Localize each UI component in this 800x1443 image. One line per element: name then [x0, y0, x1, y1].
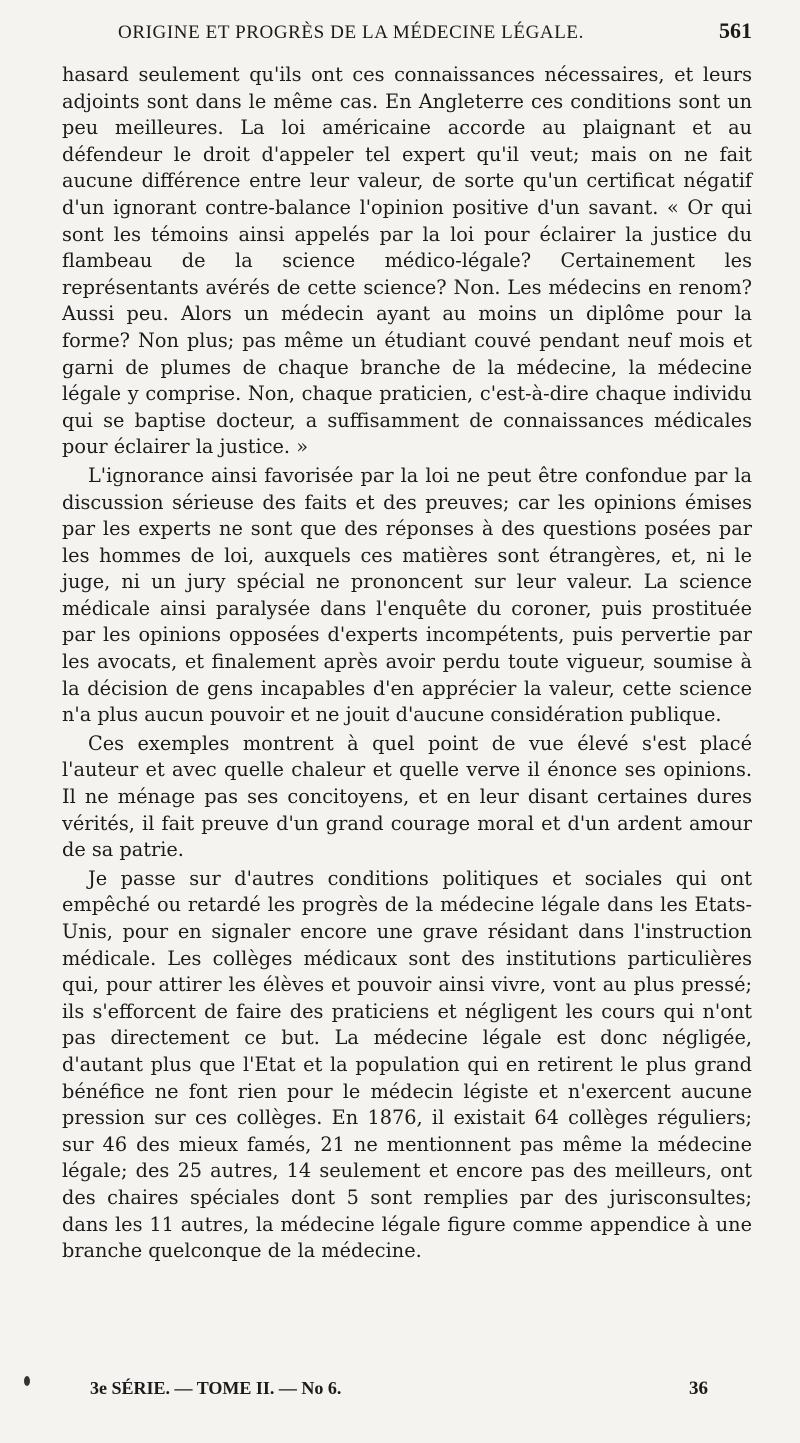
- page-footer: [90, 1378, 708, 1400]
- series-line: 3e SÉRIE. — TOME II. — No 6.: [90, 1378, 342, 1398]
- page-number: 561: [719, 18, 752, 43]
- running-head: [62, 18, 752, 62]
- signature-mark: 36: [689, 1378, 708, 1399]
- body-text: [62, 62, 752, 1265]
- paragraph: Je passe sur d'autres conditions politiques et sociales qui ont empêché ou retardé les progrès de la médecine légale dans les Etats-Unis, pour en signaler encore une grave résidant dans l'instruction médicale. Les collèges médicaux sont des institutions particulières qui, pour attirer les élèves et pouvoir ainsi vivre, vont au plus pressé; ils s'efforcent de faire des praticiens et négligent les cours qui n'ont pas directement ce but. La médecine légale est donc négligée, d'autant plus que l'Etat et la population qui en retirent le plus grand bénéfice ne font rien pour le médecin légiste et n'exercent aucune pression sur ces collèges. En 1876, il existait 64 collèges réguliers; sur 46 des mieux famés, 21 ne mentionnent pas même la médecine légale; des 25 autres, 14 seulement et encore pas des meilleurs, ont des chaires spéciales dont 5 sont remplies par des jurisconsultes; dans les 11 autres, la médecine légale figure comme appendice à une branche quelconque de la médecine.: [62, 866, 752, 1263]
- running-title: ORIGINE ET PROGRÈS DE LA MÉDECINE LÉGALE.: [118, 22, 584, 43]
- paragraph-continued: hasard seulement qu'ils ont ces connaissances nécessaires, et leurs adjoints sont dans le même cas. En Angleterre ces conditions sont un peu meilleures. La loi américaine accorde au plaignant et au défendeur le droit d'appeler tel expert qu'il veut; mais on ne fait aucune différence entre leur valeur, de sorte qu'un certificat négatif d'un ignorant contre-balance l'opinion positive d'un savant. « Or qui sont les témoins ainsi appelés par la loi pour éclairer la justice du flambeau de la science médico-légale? Certainement les représentants avérés de cette science? Non. Les médecins en renom? Aussi peu. Alors un médecin ayant au moins un diplôme pour la forme? Non plus; pas même un étudiant couvé pendant neuf mois et garni de plumes de chaque branche de la médecine, la médecine légale y comprise. Non, chaque praticien, c'est-à-dire chaque individu qui se baptise docteur, a suffisamment de connaissances médicales pour éclairer la justice. »: [62, 63, 752, 459]
- paragraph: L'ignorance ainsi favorisée par la loi ne peut être confondue par la discussion sérieuse des faits et des preuves; car les opinions émises par les experts ne sont que des réponses à des questions posées par les hommes de loi, auxquels ces matières sont étrangères, et, ni le juge, ni un jury spécial ne prononcent sur leur valeur. La science médicale ainsi paralysée dans l'enquête du coroner, puis prostituée par les opinions opposées d'experts incompétents, puis pervertie par les avocats, et finalement après avoir perdu toute vigueur, soumise à la décision de gens incapables d'en apprécier la valeur, cette science n'a plus aucun pouvoir et ne jouit d'aucune considération publique.: [62, 463, 752, 727]
- paragraph: Ces exemples montrent à quel point de vue élevé s'est placé l'auteur et avec quelle chaleur et quelle verve il énonce ses opinions. Il ne ménage pas ses concitoyens, et en leur disant certaines dures vérités, il fait preuve d'un grand courage moral et d'un ardent amour de sa patrie.: [62, 731, 752, 862]
- margin-mark: [24, 1376, 30, 1386]
